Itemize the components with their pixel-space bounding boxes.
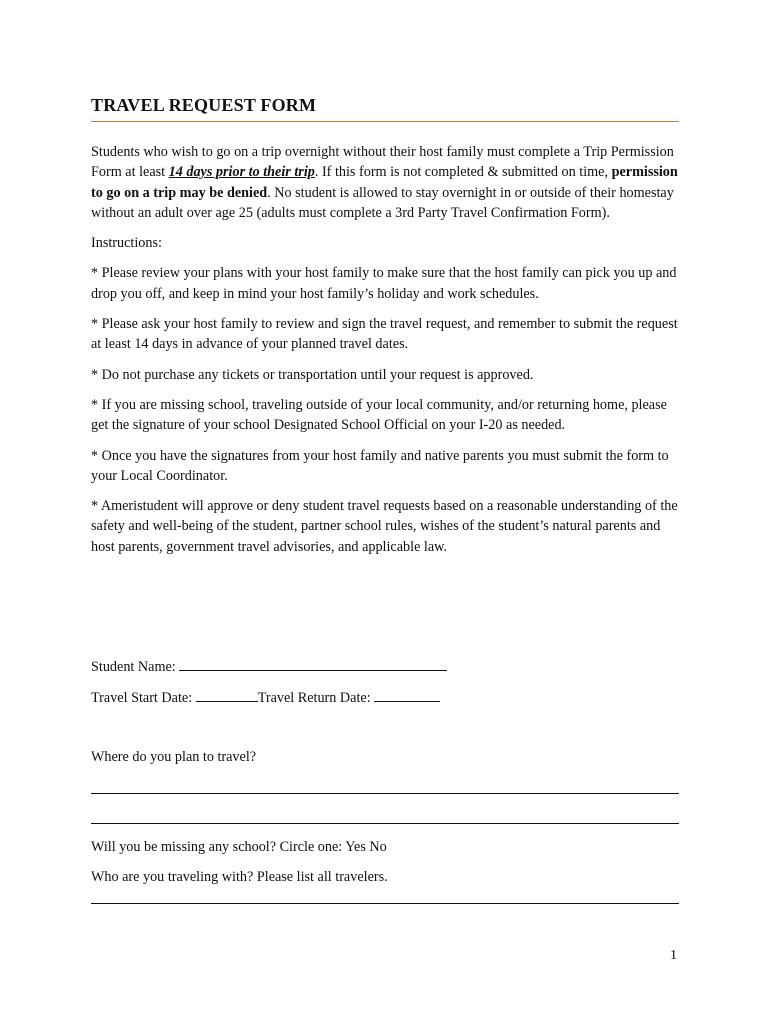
form-title: TRAVEL REQUEST FORM [91,95,317,115]
travel-dates-row [91,687,440,708]
instruction-item: * If you are missing school, traveling outside of your local community, and/or returning home, please get the signature of your school Designated School Official on your I-20 as needed. [91,396,667,434]
destination-question: Where do you plan to travel? [91,749,257,765]
instruction-item: * Once you have the signatures from your host family and native parents you must submit the form to your Local Coordinator. [91,447,669,484]
instructions-heading: Instructions: [91,235,162,252]
travel-return-label: Travel Return Date: [257,690,371,706]
denial-warning: permission to go on a trip may be denied [91,164,678,201]
travel-start-field[interactable] [196,687,258,702]
deadline-emphasis: 14 days prior to their trip [168,164,315,181]
form-body [91,142,683,567]
travelers-question: Who are you traveling with? Please list all travelers. [91,869,388,885]
instruction-item: * Do not purchase any tickets or transportation until your request is approved. [91,366,534,383]
intro-text-1: Students who wish to go on a trip overnight without their host family must complete a Trip Permission Form at least [91,144,674,181]
intro-text-3: . No student is allowed to stay overnight in or outside of their homestay without an adult over age 25 (adults must complete a 3rd Party Travel Confirmation Form). [91,184,674,221]
destination-answer-line-2[interactable] [91,823,679,824]
instruction-item: * Please review your plans with your host family to make sure that the host family can pick you up and drop you off, and keep in mind your host family’s holiday and work schedules. [91,265,677,302]
missing-school-question: Will you be missing any school? Circle one: Yes No [91,839,387,855]
student-name-field[interactable] [179,656,447,671]
travelers-answer-line[interactable] [91,903,679,904]
instruction-item: * Please ask your host family to review and sign the travel request, and remember to submit the request at least 14 days in advance of your planned travel dates. [91,316,678,353]
instruction-item: * Ameristudent will approve or deny student travel requests based on a reasonable understanding of the safety and well-being of the student, partner school rules, wishes of the student’s natural parents and host parents, government travel advisories, and applicable law. [91,498,678,555]
intro-text-2: . If this form is not completed & submitted on time, [314,164,612,181]
page-number: 1 [670,948,677,963]
destination-answer-line-1[interactable] [91,793,679,794]
intro-paragraph [91,142,683,223]
student-name-row [91,656,447,677]
student-name-label: Student Name: [91,659,176,675]
travel-start-label: Travel Start Date: [91,690,193,706]
title-underline-rule [91,121,679,122]
travel-return-field[interactable] [374,687,440,702]
